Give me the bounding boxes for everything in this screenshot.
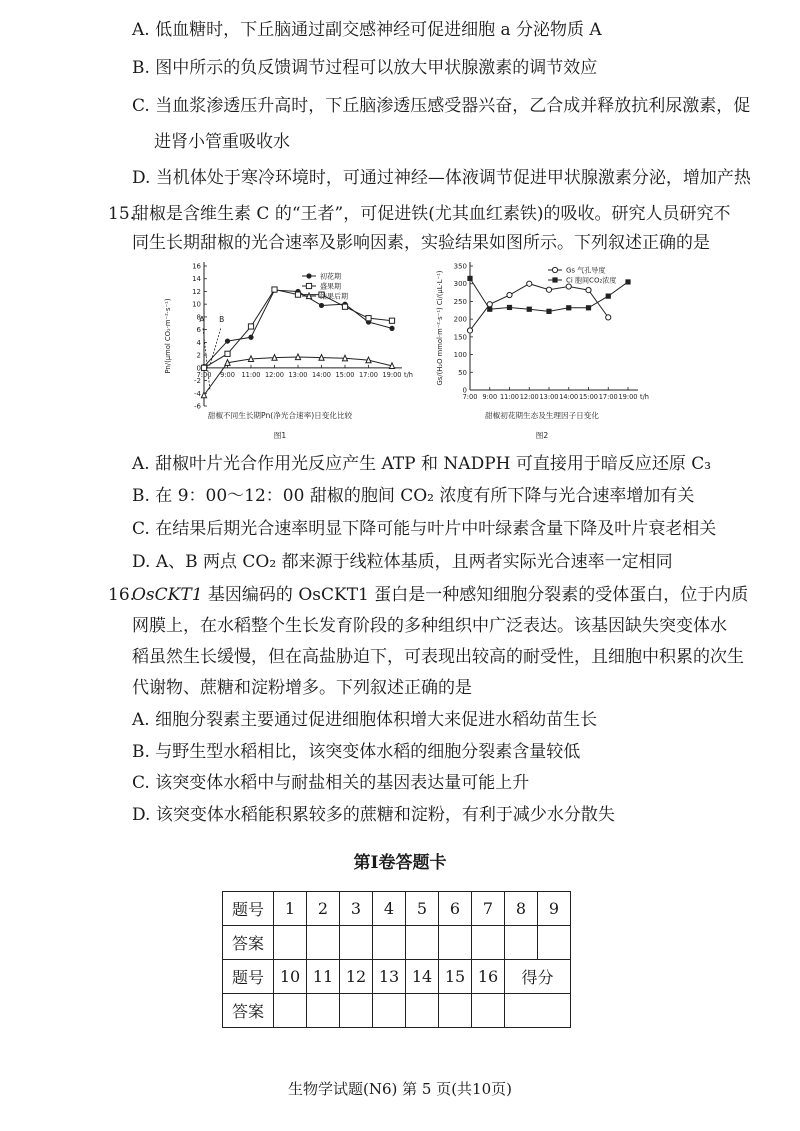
card-answer-cell[interactable] [340,994,373,1028]
card-qnum: 5 [406,892,439,926]
x-tick-label: 12:00 [519,393,539,401]
x-tick-label: 15:00 [335,370,355,379]
legend-label: Ci 胞间CO₂浓度 [566,276,617,285]
card-qnum: 10 [274,960,307,994]
q16-stem-3: 稻虽然生长缓慢，但在高盐胁迫下，可表现出较高的耐受性，且细胞中积累的次生 [132,647,744,667]
data-point [319,303,324,308]
card-answer-cell[interactable] [307,926,340,960]
card-row-1 [223,892,571,926]
figure-2-chart [432,256,660,442]
data-point [507,292,512,297]
card-answer-cell[interactable] [406,994,439,1028]
data-point [487,307,492,312]
q15-option-d: D. A、B 两点 CO₂ 都来源于线粒体基质，且两者实际光合速率一定相同 [132,552,673,572]
x-tick-label: 12:00 [264,370,285,379]
data-point [606,294,611,299]
x-tick-label: 11:00 [241,370,261,379]
data-point [467,276,472,281]
annotation-b: B [219,315,225,324]
x-axis-label: t/h [640,393,649,401]
data-point [225,338,230,343]
x-tick-label: 19:00 [618,393,638,401]
data-point [546,287,551,292]
y-tick-label: 14 [192,275,201,284]
q14-option-d: D. 当机体处于寒冷环境时，可通过神经—体液调节促进甲状腺激素分泌，增加产热 [132,168,751,188]
data-point [366,316,371,321]
y-tick-label: 8 [196,313,201,322]
data-point [527,307,532,312]
data-point [272,355,277,361]
card-qnum: 14 [406,960,439,994]
card-answer-cell[interactable] [472,994,505,1028]
annotation-b-arrow [210,328,221,366]
data-point [546,309,551,314]
y-tick-label: 0 [462,386,467,395]
q16-stem-1 [132,583,748,607]
data-point [586,305,591,310]
card-answer-cell[interactable] [373,994,406,1028]
data-point [295,292,300,297]
data-point [467,328,472,333]
y-tick-label: 16 [192,262,201,271]
card-label-question: 题号 [223,892,274,926]
x-tick-label: 19:00 [382,370,402,379]
q15-stem-2: 同生长期甜椒的光合速率及影响因素，实验结果如图所示。下列叙述正确的是 [132,233,710,253]
x-tick-label: 17:00 [358,370,379,379]
card-row-4 [223,994,571,1028]
x-tick-label: 13:00 [288,370,308,379]
x-tick-label: 9:00 [220,370,235,379]
y-tick-label: 150 [453,333,467,342]
data-point [248,356,253,362]
data-point [625,279,630,284]
legend-marker [306,293,311,299]
q16-option-a: A. 细胞分裂素主要通过促进细胞体积增大来促进水稻幼苗生长 [132,710,598,730]
q16-stem-2: 网膜上，在水稻整个生长发育阶段的多种组织中广泛表达。该基因缺失突变体水 [132,616,727,636]
y-tick-label: 200 [453,315,467,324]
x-tick-label: 11:00 [499,393,520,401]
y-tick-label: -2 [194,377,201,386]
card-label-answer: 答案 [223,926,274,960]
y-tick-label: 6 [196,326,201,335]
card-answer-cell[interactable] [340,926,373,960]
q15-stem-1: 甜椒是含维生素 C 的“王者”，可促进铁(尤其血红素铁)的吸收。研究人员研究不 [132,204,731,224]
q14-option-b: B. 图中所示的负反馈调节过程可以放大甲状腺激素的调节效应 [132,58,598,78]
legend-marker [306,273,311,278]
q16-stem-4: 代谢物、蔗糖和淀粉增多。下列叙述正确的是 [132,678,472,698]
data-point [319,355,324,361]
data-point [389,326,394,331]
q16-stem-1-rest: 基因编码的 OsCKT1 蛋白是一种感知细胞分裂素的受体蛋白，位于内质 [202,585,749,605]
card-qnum: 12 [340,960,373,994]
q15-option-b: B. 在 9：00～12：00 甜椒的胞间 CO₂ 浓度有所下降与光合速率增加有关 [132,486,695,506]
q16-option-c: C. 该突变体水稻中与耐盐相关的基因表达量可能上升 [132,773,530,793]
q15-number: 15. [108,204,136,224]
y-tick-label: 0 [196,364,201,373]
card-qnum: 15 [439,960,472,994]
answer-card-table [222,891,571,1028]
y-tick-label: 50 [458,368,467,377]
data-point [527,281,532,286]
chart-caption: 图2 [535,431,549,440]
q16-gene-name: OsCKT1 [132,585,203,605]
card-answer-cell[interactable] [505,926,538,960]
x-axis-label: t/h [404,370,413,379]
card-answer-cell[interactable] [538,926,571,960]
card-answer-cell[interactable] [439,926,472,960]
annotation-a: A [199,315,205,324]
data-point [225,351,230,356]
q16-option-b: B. 与野生型水稻相比，该突变体水稻的细胞分裂素含量较低 [132,742,581,762]
card-answer-cell[interactable] [406,926,439,960]
card-qnum: 6 [439,892,472,926]
legend-label: 初花期 [320,272,341,281]
y-axis-label: Pn/(μmol CO₂·m⁻²·s⁻¹) [164,298,172,374]
x-tick-label: 17:00 [598,393,618,401]
data-point [225,360,230,366]
y-tick-label: 350 [453,262,467,271]
q15-option-a: A. 甜椒叶片光合作用光反应产生 ATP 和 NADPH 可直接用于暗反应还原 C₃ [132,454,712,474]
q15-option-c: C. 在结果后期光合速率明显下降可能与叶片中叶绿素含量下降及叶片衰老相关 [132,519,717,539]
card-qnum: 9 [538,892,571,926]
x-tick-label: 7:00 [462,393,478,401]
legend-marker [306,283,311,288]
card-answer-cell[interactable] [274,926,307,960]
card-qnum: 8 [505,892,538,926]
x-tick-label: 14:00 [559,393,579,401]
data-point [201,365,206,370]
data-point [389,363,394,369]
x-tick-label: 13:00 [539,393,559,401]
card-label-answer: 答案 [223,994,274,1028]
data-point [295,354,300,360]
answer-card-title: 第Ⅰ卷答题卡 [353,853,447,873]
card-score-cell[interactable] [505,994,571,1028]
card-row-3 [223,960,571,994]
card-qnum: 4 [373,892,406,926]
data-point [272,287,277,292]
x-tick-label: 15:00 [578,393,599,401]
y-tick-label: 12 [192,287,201,296]
y-tick-label: -6 [194,402,201,411]
data-point [586,287,591,292]
q14-option-c: C. 当血浆渗透压升高时，下丘脑渗透压感受器兴奋，乙合成并释放抗利尿激素，促 [132,96,751,116]
legend-marker [552,277,557,282]
card-qnum: 13 [373,960,406,994]
y-tick-label: 100 [453,351,467,360]
legend-label: 结果后期 [320,292,348,301]
data-point [389,318,394,323]
card-answer-cell[interactable] [472,926,505,960]
page-footer: 生物学试题(N6) 第 5 页(共10页) [287,1080,512,1098]
card-row-2 [223,926,571,960]
data-point [566,305,571,310]
q16-option-d: D. 该突变体水稻能积累较多的蔗糖和淀粉，有利于减少水分散失 [132,805,615,825]
card-qnum: 3 [340,892,373,926]
q16-number: 16. [108,585,136,605]
y-tick-label: 10 [192,300,201,309]
q14-option-c-cont: 进肾小管重吸收水 [154,132,290,152]
y-tick-label: 2 [196,351,201,360]
q14-option-a: A. 低血糖时，下丘脑通过副交感神经可促进细胞 a 分泌物质 A [132,20,602,40]
card-qnum: 7 [472,892,505,926]
data-point [248,324,253,329]
figure-1-chart [152,256,420,442]
chart-title: 甜椒初花期生态及生理因子日变化 [485,411,599,420]
data-point [342,355,347,361]
data-point [566,284,571,289]
y-tick-label: 300 [453,280,467,289]
card-answer-cell[interactable] [307,994,340,1028]
legend-label: 盛果期 [320,282,341,291]
x-tick-label: 9:00 [482,393,498,401]
chart-title: 甜椒不同生长期Pn(净光合速率)日变化比较 [207,411,353,420]
card-answer-cell[interactable] [274,994,307,1028]
legend-marker [552,267,557,272]
data-point [507,305,512,310]
card-label-question: 题号 [223,960,274,994]
data-point [366,357,371,363]
data-point [342,304,347,309]
legend-label: Gs 气孔导度 [566,266,606,275]
y-tick-label: 250 [453,297,467,306]
y-tick-label: -4 [194,389,201,398]
data-point [248,335,253,340]
card-qnum: 2 [307,892,340,926]
y-tick-label: 4 [196,338,201,347]
card-qnum: 11 [307,960,340,994]
card-qnum: 1 [274,892,307,926]
y-axis-label: Gs/(H₂O mmol·m⁻²·s⁻¹) Ci/(μL·L⁻¹) [436,270,444,386]
card-answer-cell[interactable] [439,994,472,1028]
x-tick-label: 14:00 [311,370,332,379]
card-answer-cell[interactable] [373,926,406,960]
x-tick-label: 7:00 [196,370,212,379]
card-score-label: 得分 [505,960,571,994]
card-qnum: 16 [472,960,505,994]
data-point [606,315,611,320]
chart-caption: 图1 [273,431,287,440]
